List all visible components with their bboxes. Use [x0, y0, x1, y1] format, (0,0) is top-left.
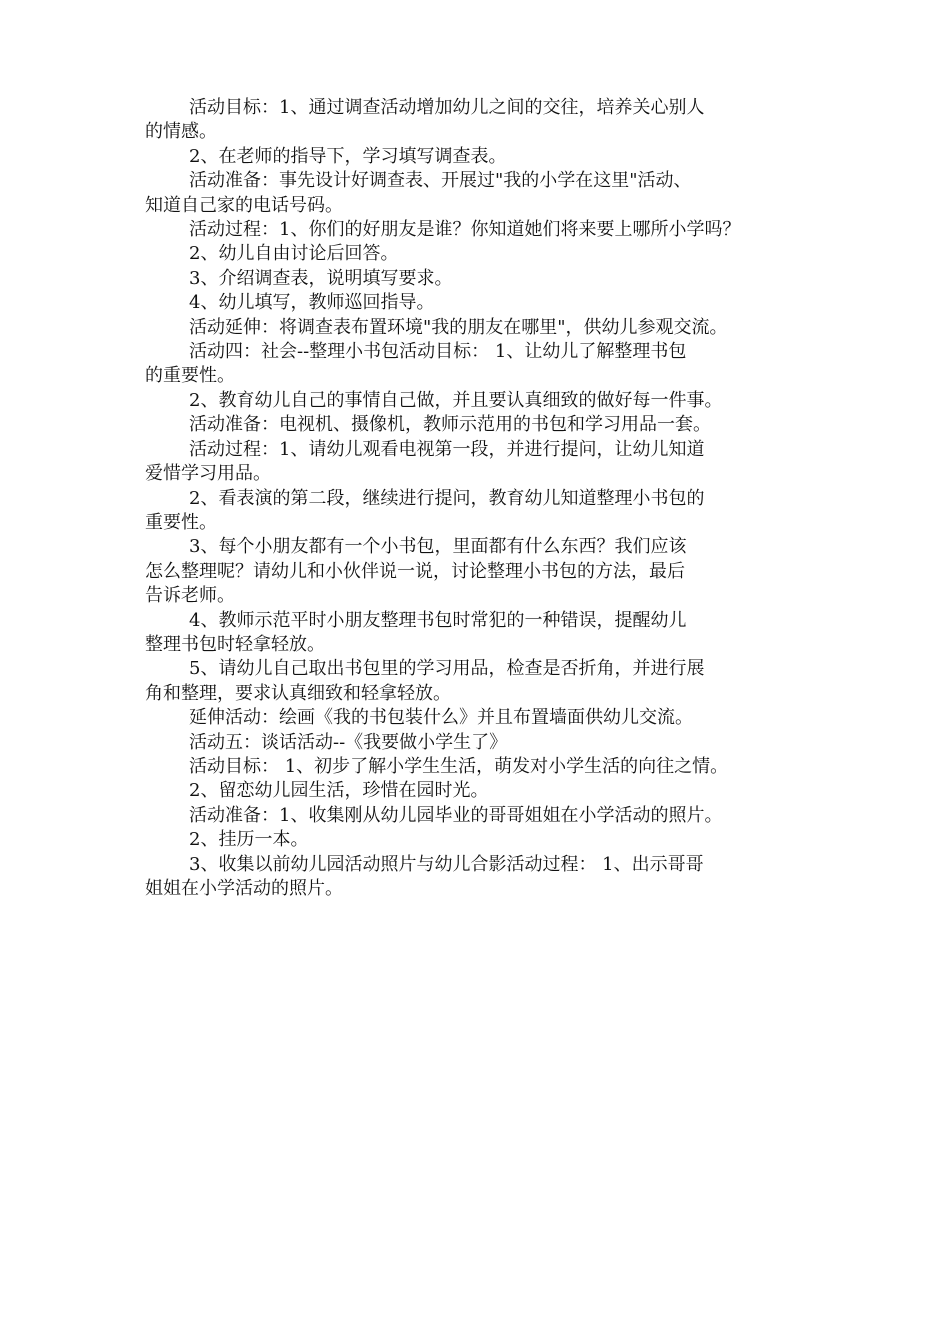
text-line: 怎么整理呢？请幼儿和小伙伴说一说，讨论整理小书包的方法，最后 [145, 560, 685, 582]
paragraph [145, 853, 850, 902]
text-line: 活动准备：电视机、摄像机，教师示范用的书包和学习用品一套。 [189, 414, 711, 436]
paragraph [145, 291, 850, 315]
text-line: 2、留恋幼儿园生活，珍惜在园时光。 [189, 780, 489, 802]
paragraph [145, 389, 850, 413]
text-line: 3、每个小朋友都有一个小书包，里面都有什么东西？我们应该 [189, 536, 687, 558]
text-line: 延伸活动：绘画《我的书包装什么》并且布置墙面供幼儿交流。 [189, 707, 693, 729]
text-line: 2、在老师的指导下，学习填写调查表。 [189, 145, 507, 167]
paragraph [145, 169, 850, 218]
text-line: 的情感。 [145, 121, 217, 143]
text-line: 整理书包时轻拿轻放。 [145, 633, 325, 655]
text-line: 角和整理，要求认真细致和轻拿轻放。 [145, 682, 451, 704]
text-line: 活动五：谈话活动--《我要做小学生了》 [189, 731, 508, 753]
text-line: 活动准备：1、收集刚从幼儿园毕业的哥哥姐姐在小学活动的照片。 [189, 804, 723, 826]
text-line: 活动目标：1、通过调查活动增加幼儿之间的交往，培养关心别人 [189, 97, 705, 118]
paragraph [145, 340, 850, 389]
text-line: 2、看表演的第二段，继续进行提问，教育幼儿知道整理小书包的 [189, 487, 705, 509]
paragraph [145, 145, 850, 169]
paragraph [145, 804, 850, 828]
text-line: 知道自己家的电话号码。 [145, 194, 343, 216]
paragraph [145, 487, 850, 536]
text-line: 重要性。 [145, 511, 217, 533]
paragraph [145, 413, 850, 437]
text-line: 活动过程：1、请幼儿观看电视第一段，并进行提问，让幼儿知道 [189, 438, 705, 460]
paragraph [145, 731, 850, 755]
paragraph [145, 779, 850, 803]
text-line: 4、幼儿填写，教师巡回指导。 [189, 292, 435, 314]
paragraph [145, 242, 850, 266]
text-line: 5、请幼儿自己取出书包里的学习用品，检查是否折角，并进行展 [189, 658, 705, 680]
paragraph [145, 706, 850, 730]
text-line: 活动延伸：将调查表布置环境"我的朋友在哪里"，供幼儿参观交流。 [189, 316, 728, 338]
text-line: 3、收集以前幼儿园活动照片与幼儿合影活动过程： 1、出示哥哥 [189, 853, 704, 875]
paragraph [145, 828, 850, 852]
text-line: 活动四：社会--整理小书包活动目标： 1、让幼儿了解整理书包 [189, 341, 687, 363]
text-line: 的重要性。 [145, 365, 235, 387]
text-line: 爱惜学习用品。 [145, 463, 271, 485]
text-line: 4、教师示范平时小朋友整理书包时常犯的一种错误，提醒幼儿 [189, 609, 687, 631]
text-line: 3、介绍调查表，说明填写要求。 [189, 267, 453, 289]
paragraph [145, 755, 850, 779]
paragraph [145, 609, 850, 658]
paragraph [145, 96, 850, 145]
paragraph [145, 535, 850, 608]
paragraph [145, 316, 850, 340]
text-line: 告诉老师。 [145, 585, 235, 607]
text-line: 2、挂历一本。 [189, 829, 309, 851]
paragraph [145, 438, 850, 487]
text-line: 活动准备：事先设计好调查表、开展过"我的小学在这里"活动、 [189, 170, 692, 192]
document-body [145, 96, 850, 901]
text-line: 活动过程：1、你们的好朋友是谁？你知道她们将来要上哪所小学吗？ [189, 219, 741, 241]
text-line: 2、幼儿自由讨论后回答。 [189, 243, 399, 265]
paragraph [145, 657, 850, 706]
text-line: 姐姐在小学活动的照片。 [145, 878, 343, 899]
paragraph [145, 267, 850, 291]
text-line: 2、教育幼儿自己的事情自己做，并且要认真细致的做好每一件事。 [189, 389, 723, 411]
paragraph [145, 218, 850, 242]
text-line: 活动目标： 1、初步了解小学生生活，萌发对小学生活的向往之情。 [189, 755, 729, 777]
